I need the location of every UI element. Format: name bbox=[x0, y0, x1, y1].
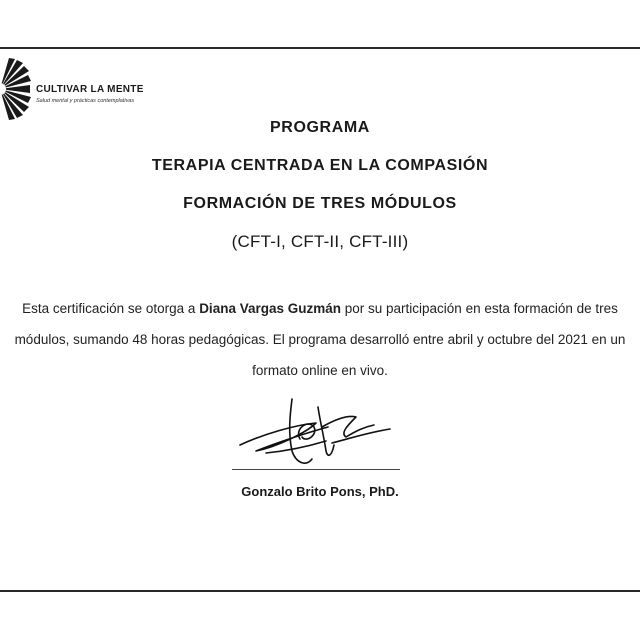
statement-suffix: por su participación en esta formación de tres bbox=[341, 301, 618, 316]
title-line-modules: (CFT-I, CFT-II, CFT-III) bbox=[231, 232, 409, 251]
statement-prefix: Esta certificación se otorga a bbox=[22, 301, 200, 316]
sunburst-logo-icon bbox=[0, 58, 32, 120]
title-line-program: PROGRAMA bbox=[270, 119, 370, 136]
statement-line-2: módulos, sumando 48 horas pedagógicas. El programa desarrolló entre abril y octubre del 2021 en un bbox=[14, 332, 626, 347]
logo-tagline: Salud mental y prácticas contemplativas bbox=[36, 98, 135, 104]
signature-line bbox=[232, 469, 400, 470]
certificate-title bbox=[0, 116, 640, 268]
cultivar-la-mente-logo bbox=[0, 58, 170, 118]
signer-name: Gonzalo Brito Pons, PhD. bbox=[241, 484, 399, 499]
recipient-name: Diana Vargas Guzmán bbox=[199, 301, 341, 316]
bottom-rule bbox=[0, 590, 640, 592]
title-line-formation: FORMACIÓN DE TRES MÓDULOS bbox=[183, 195, 457, 212]
handwritten-signature bbox=[236, 393, 396, 475]
title-line-therapy: TERAPIA CENTRADA EN LA COMPASIÓN bbox=[151, 157, 489, 174]
certification-statement bbox=[0, 293, 640, 386]
statement-line-3: formato online en vivo. bbox=[252, 363, 388, 378]
top-rule bbox=[0, 47, 640, 49]
statement-line-1 bbox=[0, 293, 640, 324]
logo-name: CULTIVAR LA MENTE bbox=[36, 84, 144, 95]
